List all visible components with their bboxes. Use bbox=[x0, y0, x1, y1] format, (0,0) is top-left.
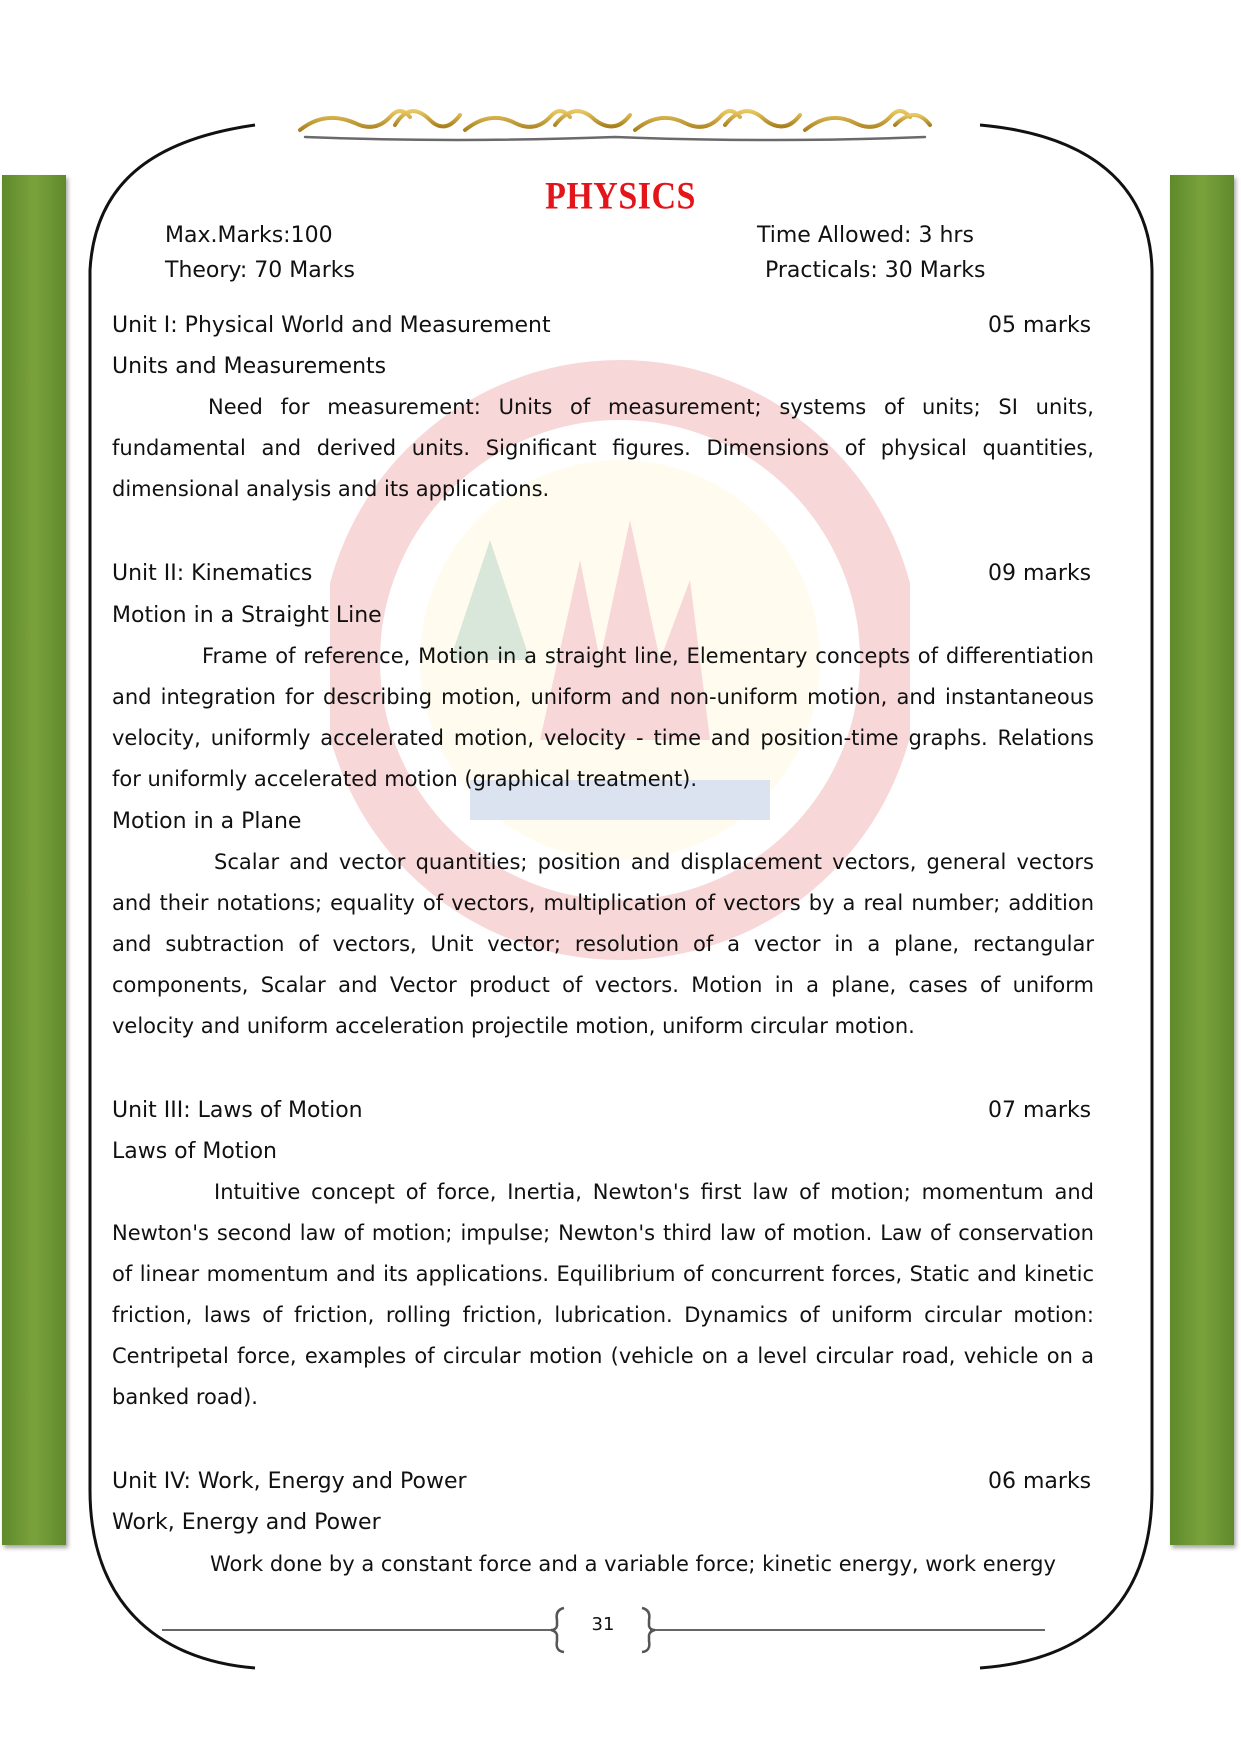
time-allowed: Time Allowed: 3 hrs bbox=[757, 223, 974, 248]
unit-subheading: Motion in a Straight Line bbox=[112, 603, 382, 628]
header-ornament bbox=[295, 95, 935, 145]
unit-paragraph: Scalar and vector quantities; position and displacement vectors, general vectors and their notations; equality of vectors, multiplication of vectors by a real number; addition and subtraction of vectors, Unit vector; resolution of a vector in a plane, rectangular components, Scalar and Vector product of vectors. Motion in a plane, cases of uniform velocity and uniform acceleration projectile motion, uniform circular motion. bbox=[112, 850, 1094, 1038]
max-marks: Max.Marks:100 bbox=[165, 223, 333, 248]
practicals-marks: Practicals: 30 Marks bbox=[765, 258, 986, 283]
unit-paragraph: Intuitive concept of force, Inertia, Newton's first law of motion; momentum and Newton's second law of motion; impulse; Newton's third law of motion. Law of conservation of linear momentum and its applications. Equilibrium of concurrent forces, Static and kinetic friction, laws of friction, rolling friction, lubrication. Dynamics of uniform circular motion: Centripetal force, examples of circular motion (vehicle on a level circular road, vehicle on a banked road). bbox=[112, 1180, 1094, 1409]
unit-heading: Unit I: Physical World and Measurement bbox=[112, 313, 551, 338]
unit-subheading: Work, Energy and Power bbox=[112, 1510, 381, 1535]
unit-heading: Unit IV: Work, Energy and Power bbox=[112, 1469, 467, 1494]
unit-marks: 09 marks bbox=[988, 561, 1092, 586]
unit-paragraph: Need for measurement: Units of measurement; systems of units; SI units, fundamental and derived units. Significant figures. Dimensions of physical quantities, dimensional analysis and its applications. bbox=[112, 395, 1094, 501]
page-number: 31 bbox=[591, 1614, 615, 1635]
unit-heading: Unit III: Laws of Motion bbox=[112, 1098, 363, 1123]
unit-subheading: Motion in a Plane bbox=[112, 809, 302, 834]
unit-paragraph: Work done by a constant force and a variable force; kinetic energy, work energy bbox=[210, 1552, 1056, 1576]
theory-marks: Theory: 70 Marks bbox=[165, 258, 355, 283]
unit-heading: Unit II: Kinematics bbox=[112, 561, 313, 586]
unit-marks: 06 marks bbox=[988, 1469, 1092, 1494]
unit-subheading: Laws of Motion bbox=[112, 1139, 277, 1164]
unit-paragraph: Frame of reference, Motion in a straight line, Elementary concepts of differentiation and integration for describing motion, uniform and non-uniform motion, and instantaneous velocity, uniformly accelerated motion, velocity - time and position-time graphs. Relations for uniformly accelerated motion (graphical treatment). bbox=[112, 644, 1094, 791]
page-title: PHYSICS bbox=[545, 175, 696, 218]
unit-marks: 05 marks bbox=[988, 313, 1092, 338]
unit-marks: 07 marks bbox=[988, 1098, 1092, 1123]
unit-subheading: Units and Measurements bbox=[112, 354, 387, 379]
